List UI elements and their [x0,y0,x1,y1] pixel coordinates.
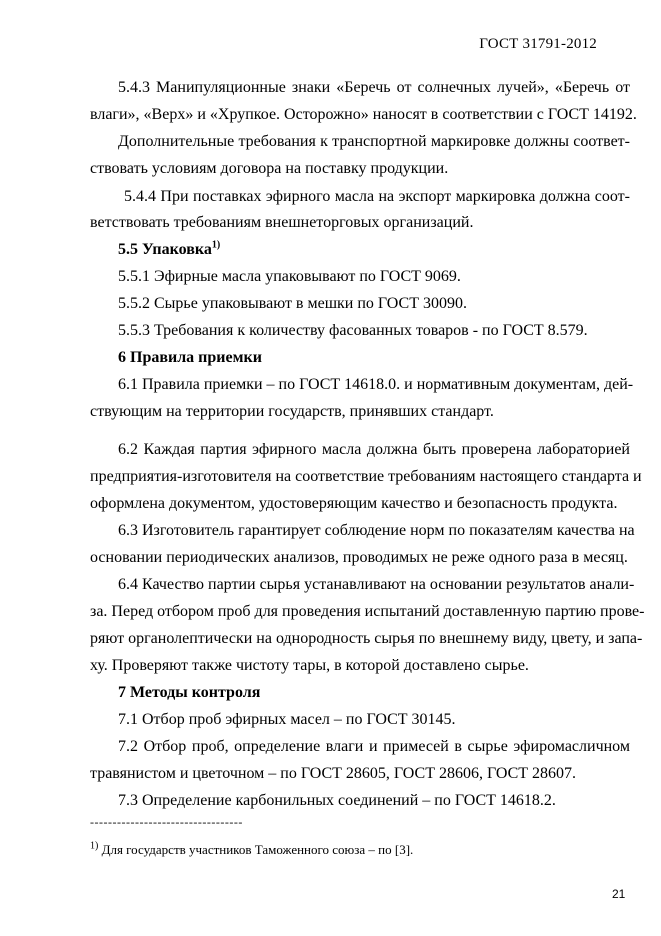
text-line: 6.1 Правила приемки – по ГОСТ 14618.0. и нормативным документам, дей- [118,376,634,393]
text-line: предприятия-изготовителя на соответствие требованиям настоящего стандарта и [90,468,642,485]
text-line: 6.2 Каждая партия эфирного масла должна быть проверена лабораторией [118,441,630,458]
footnote-mark: 1) [90,840,99,852]
footnote [90,842,413,858]
section-heading: 7 Методы контроля [118,684,261,701]
text-line: ствующим на территории государств, принявших стандарт. [90,403,494,420]
text-line: ствовать условиям договора на поставку продукции. [90,160,449,177]
footnote-ref: 1) [211,239,221,251]
text-line: травянистом и цветочном – по ГОСТ 28605, ГОСТ 28606, ГОСТ 28607. [90,765,577,782]
text-line: 6.4 Качество партии сырья устанавливают на основании результатов анали- [118,576,635,593]
text-line: 7.2 Отбор проб, определение влаги и примесей в сырье эфиромасличном [118,738,630,755]
text-line: за. Перед отбором проб для проведения испытаний доставленную партию прове- [90,603,645,620]
footnote-text: Для государств участников Таможенного союза – по [3]. [101,842,414,857]
text-line: 7.1 Отбор проб эфирных масел – по ГОСТ 30145. [118,711,456,728]
text-line: 5.5.2 Сырье упаковывают в мешки по ГОСТ 30090. [118,295,467,312]
text-line: 5.4.3 Манипуляционные знаки «Беречь от солнечных лучей», «Беречь от [118,79,630,96]
page-number: 21 [612,887,626,901]
section-heading [118,240,630,260]
text-line: 5.5.1 Эфирные масла упаковывают по ГОСТ 9069. [118,268,461,285]
text-line: ветствовать требованиям внешнеторговых организаций. [90,214,474,231]
text-line: 5.5.3 Требования к количеству фасованных товаров - по ГОСТ 8.579. [118,322,588,339]
text-line: ряют органолептически на однородность сырья по внешнему виду, цвету, и запа- [90,630,643,647]
text-line: оформлена документом, удостоверяющим качество и безопасность продукта. [90,495,618,512]
text-line: Дополнительные требования к транспортной маркировке должны соответ- [118,133,630,150]
heading-text: 5.5 Упаковка [118,241,212,258]
section-heading: 6 Правила приемки [118,349,262,366]
standard-header: ГОСТ 31791-2012 [479,36,597,52]
text-line: 6.3 Изготовитель гарантирует соблюдение норм по показателям качества на [118,522,635,539]
text-line: основании периодических анализов, проводимых не реже одного раза в месяц. [90,549,628,566]
text-line: ху. Проверяют также чистоту тары, в которой доставлено сырье. [90,657,529,674]
text-line: 5.4.4 При поставках эфирного масла на экспорт маркировка должна соот- [124,188,630,205]
footnote-separator: ---------------------------------- [90,815,243,829]
text-line: 7.3 Определение карбонильных соединений – по ГОСТ 14618.2. [118,792,556,809]
text-line: влаги», «Верх» и «Хрупкое. Осторожно» наносят в соответствии с ГОСТ 14192. [90,106,637,123]
